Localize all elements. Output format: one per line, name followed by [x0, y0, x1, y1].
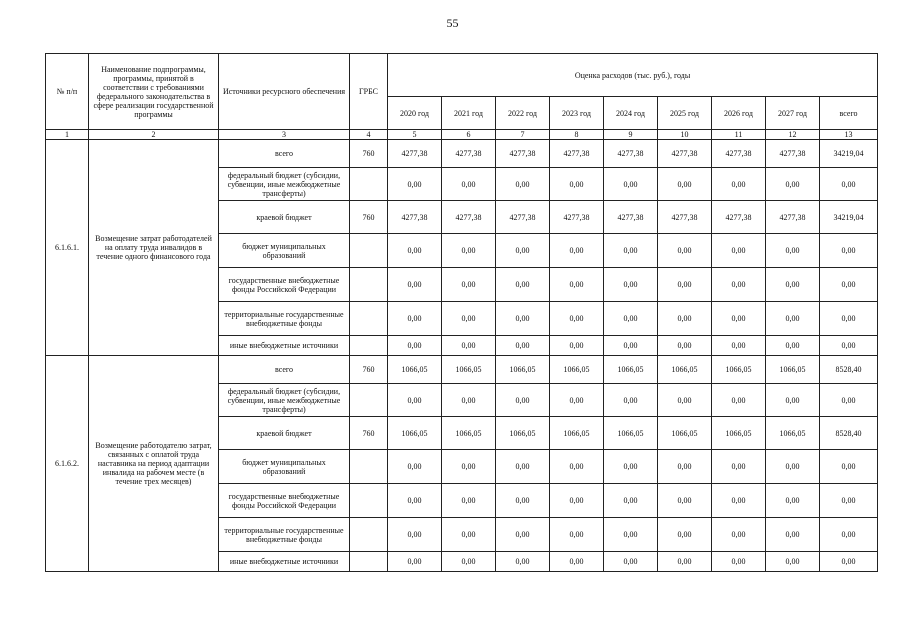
grbs-code: 760	[350, 201, 388, 234]
year-value: 0,00	[604, 518, 658, 552]
year-value: 0,00	[604, 336, 658, 356]
year-value: 0,00	[550, 336, 604, 356]
year-value: 0,00	[388, 336, 442, 356]
year-value: 4277,38	[550, 140, 604, 168]
year-value: 0,00	[442, 450, 496, 484]
column-index: 2	[89, 130, 219, 140]
header-total: всего	[820, 97, 878, 130]
total-value: 0,00	[820, 518, 878, 552]
index-row	[46, 130, 878, 140]
total-value: 0,00	[820, 384, 878, 417]
total-value: 34219,04	[820, 140, 878, 168]
funding-source: краевой бюджет	[219, 417, 350, 450]
year-value: 0,00	[550, 518, 604, 552]
column-index: 12	[766, 130, 820, 140]
column-index: 5	[388, 130, 442, 140]
year-value: 4277,38	[766, 140, 820, 168]
year-value: 0,00	[442, 518, 496, 552]
year-value: 0,00	[388, 234, 442, 268]
year-value: 4277,38	[442, 140, 496, 168]
year-value: 0,00	[442, 384, 496, 417]
year-value: 0,00	[496, 552, 550, 572]
column-index: 13	[820, 130, 878, 140]
year-value: 4277,38	[388, 201, 442, 234]
total-value: 0,00	[820, 484, 878, 518]
year-value: 1066,05	[550, 417, 604, 450]
year-value: 0,00	[712, 552, 766, 572]
year-value: 1066,05	[442, 417, 496, 450]
grbs-code	[350, 302, 388, 336]
header-name: Наименование подпрограммы, программы, принятой в соответствии с требованиями федерального законодательства в сфере реализации государственной программы	[89, 54, 219, 130]
year-value: 0,00	[712, 336, 766, 356]
grbs-code	[350, 518, 388, 552]
year-value: 0,00	[388, 484, 442, 518]
budget-table	[45, 53, 878, 572]
grbs-code	[350, 450, 388, 484]
year-value: 0,00	[604, 450, 658, 484]
funding-source: федеральный бюджет (субсидии, субвенции, иные межбюджетные трансферты)	[219, 384, 350, 417]
total-value: 0,00	[820, 552, 878, 572]
grbs-code	[350, 484, 388, 518]
total-value: 8528,40	[820, 417, 878, 450]
column-index: 8	[550, 130, 604, 140]
year-value: 0,00	[388, 552, 442, 572]
year-value: 0,00	[388, 384, 442, 417]
year-value: 4277,38	[712, 140, 766, 168]
funding-source: территориальные государственные внебюджетные фонды	[219, 302, 350, 336]
year-value: 1066,05	[658, 356, 712, 384]
year-value: 4277,38	[604, 140, 658, 168]
year-value: 0,00	[442, 336, 496, 356]
header-number: № п/п	[46, 54, 89, 130]
funding-source: территориальные государственные внебюджетные фонды	[219, 518, 350, 552]
year-value: 0,00	[550, 484, 604, 518]
year-value: 0,00	[442, 168, 496, 201]
year-value: 0,00	[604, 484, 658, 518]
year-value: 4277,38	[766, 201, 820, 234]
year-value: 0,00	[604, 168, 658, 201]
year-value: 0,00	[766, 234, 820, 268]
year-value: 4277,38	[658, 140, 712, 168]
year-value: 1066,05	[604, 417, 658, 450]
header-year: 2027 год	[766, 97, 820, 130]
year-value: 0,00	[658, 302, 712, 336]
header-estimate: Оценка расходов (тыс. руб.), годы	[388, 54, 878, 97]
year-value: 0,00	[496, 384, 550, 417]
funding-source: иные внебюджетные источники	[219, 336, 350, 356]
header-year: 2026 год	[712, 97, 766, 130]
year-value: 0,00	[442, 552, 496, 572]
year-value: 1066,05	[604, 356, 658, 384]
header-year: 2020 год	[388, 97, 442, 130]
year-value: 0,00	[442, 268, 496, 302]
year-value: 1066,05	[388, 356, 442, 384]
year-value: 0,00	[766, 450, 820, 484]
year-value: 4277,38	[712, 201, 766, 234]
year-value: 0,00	[550, 168, 604, 201]
year-value: 1066,05	[712, 356, 766, 384]
year-value: 0,00	[604, 552, 658, 572]
year-value: 1066,05	[496, 417, 550, 450]
total-value: 0,00	[820, 268, 878, 302]
year-value: 0,00	[766, 484, 820, 518]
column-index: 4	[350, 130, 388, 140]
header-year: 2022 год	[496, 97, 550, 130]
year-value: 0,00	[658, 384, 712, 417]
section-number: 6.1.6.2.	[46, 356, 89, 572]
section-name: Возмещение затрат работодателей на оплату труда инвалидов в течение одного финансового года	[89, 140, 219, 356]
total-value: 0,00	[820, 168, 878, 201]
total-value: 0,00	[820, 302, 878, 336]
grbs-code	[350, 168, 388, 201]
year-value: 1066,05	[442, 356, 496, 384]
year-value: 1066,05	[388, 417, 442, 450]
funding-source: всего	[219, 140, 350, 168]
year-value: 0,00	[712, 268, 766, 302]
year-value: 0,00	[766, 552, 820, 572]
year-value: 4277,38	[658, 201, 712, 234]
year-value: 4277,38	[550, 201, 604, 234]
grbs-code	[350, 552, 388, 572]
year-value: 0,00	[712, 518, 766, 552]
year-value: 0,00	[496, 234, 550, 268]
year-value: 0,00	[658, 168, 712, 201]
total-value: 8528,40	[820, 356, 878, 384]
year-value: 0,00	[712, 384, 766, 417]
year-value: 0,00	[496, 268, 550, 302]
table-row	[46, 140, 878, 168]
year-value: 4277,38	[388, 140, 442, 168]
year-value: 0,00	[550, 234, 604, 268]
year-value: 1066,05	[766, 417, 820, 450]
year-value: 0,00	[658, 234, 712, 268]
column-index: 11	[712, 130, 766, 140]
year-value: 0,00	[442, 302, 496, 336]
year-value: 0,00	[550, 552, 604, 572]
year-value: 0,00	[712, 302, 766, 336]
total-value: 0,00	[820, 450, 878, 484]
funding-source: государственные внебюджетные фонды Российской Федерации	[219, 268, 350, 302]
year-value: 0,00	[712, 168, 766, 201]
grbs-code	[350, 234, 388, 268]
year-value: 0,00	[766, 518, 820, 552]
column-index: 1	[46, 130, 89, 140]
year-value: 1066,05	[766, 356, 820, 384]
funding-source: иные внебюджетные источники	[219, 552, 350, 572]
year-value: 0,00	[712, 484, 766, 518]
year-value: 0,00	[550, 268, 604, 302]
year-value: 4277,38	[442, 201, 496, 234]
header-year: 2023 год	[550, 97, 604, 130]
year-value: 0,00	[658, 268, 712, 302]
year-value: 0,00	[766, 168, 820, 201]
grbs-code	[350, 336, 388, 356]
year-value: 0,00	[658, 484, 712, 518]
year-value: 0,00	[604, 384, 658, 417]
column-index: 9	[604, 130, 658, 140]
year-value: 0,00	[766, 336, 820, 356]
year-value: 0,00	[442, 234, 496, 268]
funding-source: федеральный бюджет (субсидии, субвенции, иные межбюджетные трансферты)	[219, 168, 350, 201]
year-value: 0,00	[550, 450, 604, 484]
total-value: 0,00	[820, 234, 878, 268]
grbs-code	[350, 384, 388, 417]
year-value: 0,00	[604, 268, 658, 302]
column-index: 7	[496, 130, 550, 140]
year-value: 0,00	[442, 484, 496, 518]
grbs-code: 760	[350, 417, 388, 450]
section-name: Возмещение работодателю затрат, связанных с оплатой труда наставника на период адаптации инвалида на рабочем месте (в течение трех месяцев)	[89, 356, 219, 572]
year-value: 0,00	[550, 302, 604, 336]
header-grbs: ГРБС	[350, 54, 388, 130]
year-value: 0,00	[496, 518, 550, 552]
year-value: 0,00	[496, 450, 550, 484]
year-value: 0,00	[604, 302, 658, 336]
header-year: 2021 год	[442, 97, 496, 130]
year-value: 4277,38	[496, 140, 550, 168]
column-index: 10	[658, 130, 712, 140]
total-value: 0,00	[820, 336, 878, 356]
funding-source: бюджет муниципальных образований	[219, 450, 350, 484]
column-index: 3	[219, 130, 350, 140]
year-value: 4277,38	[604, 201, 658, 234]
year-value: 0,00	[496, 336, 550, 356]
year-value: 0,00	[766, 384, 820, 417]
year-value: 1066,05	[496, 356, 550, 384]
year-value: 0,00	[712, 234, 766, 268]
year-value: 0,00	[766, 302, 820, 336]
year-value: 0,00	[388, 518, 442, 552]
year-value: 0,00	[658, 336, 712, 356]
grbs-code	[350, 268, 388, 302]
year-value: 0,00	[388, 168, 442, 201]
funding-source: государственные внебюджетные фонды Российской Федерации	[219, 484, 350, 518]
year-value: 0,00	[766, 268, 820, 302]
table-body	[46, 54, 878, 572]
year-value: 0,00	[658, 552, 712, 572]
year-value: 0,00	[388, 268, 442, 302]
header-year: 2025 год	[658, 97, 712, 130]
year-value: 0,00	[658, 450, 712, 484]
year-value: 0,00	[604, 234, 658, 268]
section-number: 6.1.6.1.	[46, 140, 89, 356]
year-value: 4277,38	[496, 201, 550, 234]
column-index: 6	[442, 130, 496, 140]
table-row	[46, 356, 878, 384]
year-value: 0,00	[658, 518, 712, 552]
year-value: 0,00	[496, 302, 550, 336]
year-value: 0,00	[712, 450, 766, 484]
grbs-code: 760	[350, 140, 388, 168]
header-year: 2024 год	[604, 97, 658, 130]
year-value: 0,00	[496, 168, 550, 201]
year-value: 1066,05	[658, 417, 712, 450]
funding-source: всего	[219, 356, 350, 384]
page-number: 55	[446, 16, 459, 30]
header-row	[46, 54, 878, 97]
grbs-code: 760	[350, 356, 388, 384]
funding-source: бюджет муниципальных образований	[219, 234, 350, 268]
year-value: 0,00	[550, 384, 604, 417]
year-value: 0,00	[388, 450, 442, 484]
total-value: 34219,04	[820, 201, 878, 234]
year-value: 1066,05	[550, 356, 604, 384]
header-source: Источники ресурсного обеспечения	[219, 54, 350, 130]
year-value: 1066,05	[712, 417, 766, 450]
year-value: 0,00	[388, 302, 442, 336]
year-value: 0,00	[496, 484, 550, 518]
funding-source: краевой бюджет	[219, 201, 350, 234]
